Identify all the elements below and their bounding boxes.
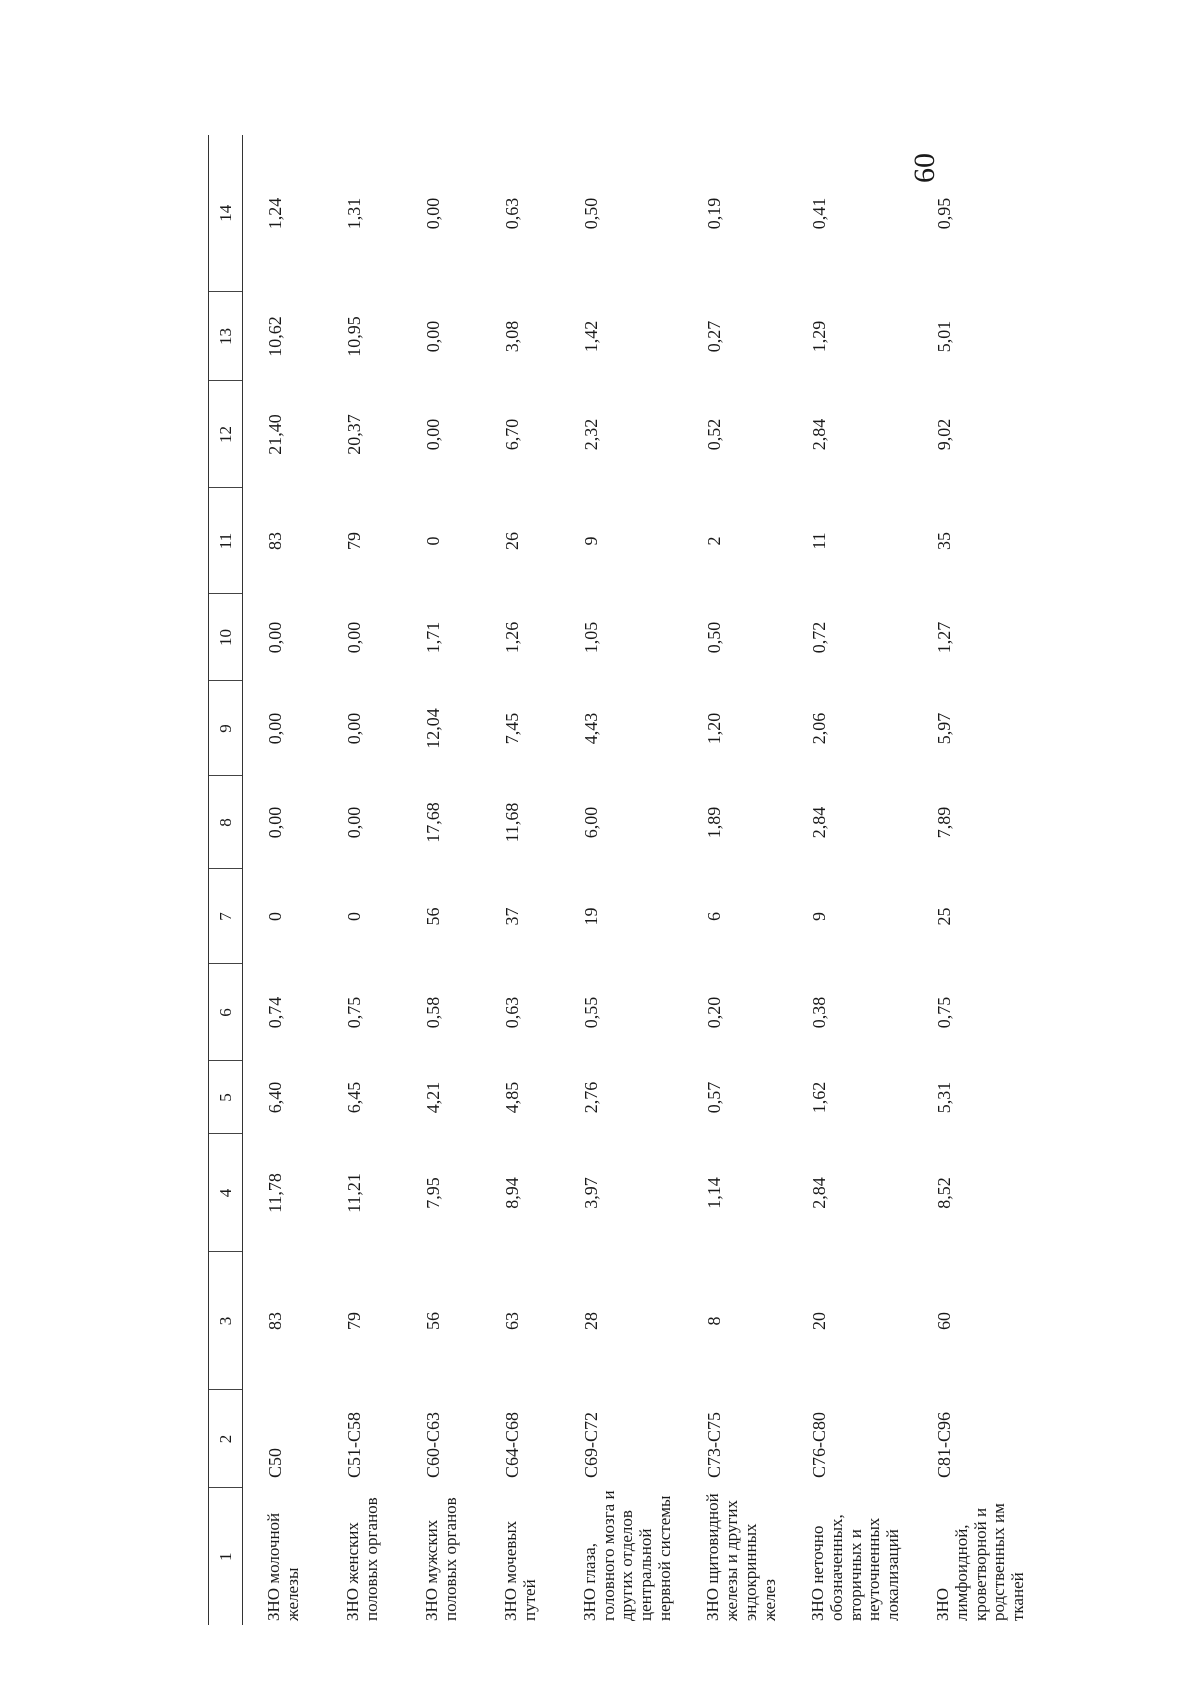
table-cell: 60 xyxy=(934,1312,955,1330)
table-cell: 56 xyxy=(423,1312,443,1330)
column-header-8: 8 xyxy=(209,776,243,869)
icd-code: C81-C96 xyxy=(934,1411,955,1478)
table-cell: 28 xyxy=(581,1312,601,1330)
table-cell: 2 xyxy=(704,536,725,546)
row-label: ЗНО мужских половых органов xyxy=(422,1497,460,1621)
table-header-row xyxy=(209,135,243,1625)
column-header-3: 3 xyxy=(209,1252,243,1390)
table-cell: 12,04 xyxy=(423,708,443,749)
table-cell: 0,63 xyxy=(502,996,522,1029)
table-cell: 0,00 xyxy=(265,806,285,839)
table-row xyxy=(787,135,912,1625)
table-cell: 10,62 xyxy=(265,316,285,357)
table-cell: 0,57 xyxy=(704,1081,725,1114)
row-label: ЗНО мочевых путей xyxy=(501,1520,539,1621)
column-header-2: 2 xyxy=(209,1390,243,1488)
table-cell: 1,14 xyxy=(704,1177,725,1209)
table-cell: 2,32 xyxy=(581,418,601,451)
table-cell: 56 xyxy=(423,907,443,926)
column-header-10: 10 xyxy=(209,594,243,681)
page-number: 60 xyxy=(908,153,941,183)
table-cell: 0,74 xyxy=(265,996,285,1029)
table-cell: 4,85 xyxy=(502,1081,522,1114)
table-cell: 0,00 xyxy=(344,806,364,839)
column-header-13: 13 xyxy=(209,292,243,381)
table-cell: 17,68 xyxy=(423,802,443,843)
table-cell: 5,31 xyxy=(934,1081,955,1114)
table-cell: 0,75 xyxy=(344,996,364,1029)
icd-code: C60-C63 xyxy=(423,1411,443,1478)
table-cell: 5,01 xyxy=(934,320,955,353)
table-cell: 0,50 xyxy=(581,197,601,230)
icd-code: C76-C80 xyxy=(809,1411,830,1478)
table-cell: 0,52 xyxy=(704,418,725,451)
column-header-12: 12 xyxy=(209,381,243,488)
table-cell: 1,31 xyxy=(344,197,364,230)
row-label: ЗНО щитовидной железы и других эндокринных желез xyxy=(703,1493,779,1621)
table-cell: 35 xyxy=(934,532,955,550)
row-label: ЗНО женских половых органов xyxy=(343,1497,381,1621)
column-header-5: 5 xyxy=(209,1061,243,1134)
table-cell: 0,58 xyxy=(423,996,443,1029)
table-cell: 6,70 xyxy=(502,418,522,451)
table-cell: 1,62 xyxy=(809,1081,830,1114)
table-cell: 0,63 xyxy=(502,197,522,230)
table-cell: 0,00 xyxy=(423,320,443,353)
table-cell: 7,45 xyxy=(502,712,522,745)
table-cell: 9 xyxy=(581,536,601,546)
data-table-container xyxy=(208,135,1036,1625)
table-cell: 1,29 xyxy=(809,320,830,353)
table-cell: 1,26 xyxy=(502,621,522,654)
icd-code: C64-C68 xyxy=(502,1411,522,1478)
table-cell: 83 xyxy=(265,1312,285,1330)
table-cell: 11,68 xyxy=(502,802,522,843)
icd-code: C69-C72 xyxy=(581,1411,601,1478)
table-cell: 1,20 xyxy=(704,712,725,745)
table-cell: 20,37 xyxy=(344,414,364,455)
table-row xyxy=(243,135,323,1625)
table-cell: 6,00 xyxy=(581,806,601,839)
table-cell: 1,27 xyxy=(934,621,955,654)
table-cell: 0,55 xyxy=(581,996,601,1029)
table-cell: 6 xyxy=(704,912,725,921)
table-cell: 6,45 xyxy=(344,1081,364,1114)
table-cell: 3,08 xyxy=(502,320,522,353)
row-label: ЗНО лимфоидной, кроветворной и родственных им тканей xyxy=(933,1503,1027,1621)
table-cell: 0,19 xyxy=(704,197,725,230)
table-cell: 2,84 xyxy=(809,806,830,839)
column-header-9: 9 xyxy=(209,681,243,776)
table-cell: 1,71 xyxy=(423,621,443,654)
table-cell: 0,95 xyxy=(934,197,955,230)
table-cell: 8,94 xyxy=(502,1177,522,1209)
table-cell: 2,84 xyxy=(809,1177,830,1209)
table-cell: 7,89 xyxy=(934,806,955,839)
table-cell: 25 xyxy=(934,907,955,926)
table-cell: 1,05 xyxy=(581,621,601,654)
icd-code: C50 xyxy=(265,1447,285,1478)
table-cell: 11,21 xyxy=(344,1173,364,1213)
table-cell: 79 xyxy=(344,532,364,550)
table-row xyxy=(559,135,682,1625)
table-cell: 0,41 xyxy=(809,197,830,230)
table-row xyxy=(912,135,1035,1625)
table-row xyxy=(401,135,480,1625)
table-cell: 6,40 xyxy=(265,1081,285,1114)
table-cell: 1,24 xyxy=(265,197,285,230)
column-header-14: 14 xyxy=(209,135,243,292)
table-cell: 0,38 xyxy=(809,996,830,1029)
table-cell: 0,00 xyxy=(423,418,443,451)
table-cell: 5,97 xyxy=(934,712,955,745)
table-cell: 1,42 xyxy=(581,320,601,353)
table-cell: 26 xyxy=(502,532,522,550)
table-row xyxy=(322,135,401,1625)
table-cell: 3,97 xyxy=(581,1177,601,1209)
table-cell: 20 xyxy=(809,1312,830,1330)
column-header-4: 4 xyxy=(209,1134,243,1252)
table-cell: 0,27 xyxy=(704,320,725,353)
table-cell: 4,43 xyxy=(581,712,601,745)
table-cell: 0,20 xyxy=(704,996,725,1029)
table-cell: 83 xyxy=(265,532,285,550)
table-cell: 0,75 xyxy=(934,996,955,1029)
table-cell: 10,95 xyxy=(344,316,364,357)
column-header-6: 6 xyxy=(209,964,243,1061)
row-label: ЗНО неточно обозначенных, вторичных и неуточненных локализаций xyxy=(808,1514,902,1621)
table-cell: 2,76 xyxy=(581,1081,601,1114)
table-row xyxy=(480,135,559,1625)
table-body xyxy=(243,135,1036,1625)
table-cell: 0,00 xyxy=(344,712,364,745)
row-label: ЗНО молочной железы xyxy=(264,1512,302,1621)
table-cell: 0,00 xyxy=(265,712,285,745)
table-cell: 7,95 xyxy=(423,1177,443,1209)
table-cell: 1,89 xyxy=(704,806,725,839)
table-cell: 0,00 xyxy=(265,621,285,654)
table-cell: 2,06 xyxy=(809,712,830,745)
icd-code: C51-C58 xyxy=(344,1411,364,1478)
table-cell: 4,21 xyxy=(423,1081,443,1114)
table-cell: 0,72 xyxy=(809,621,830,654)
column-header-1: 1 xyxy=(209,1488,243,1625)
table-cell: 0,50 xyxy=(704,621,725,654)
table-cell: 63 xyxy=(502,1312,522,1330)
table-cell: 79 xyxy=(344,1312,364,1330)
table-cell: 0 xyxy=(265,912,285,921)
table-cell: 2,84 xyxy=(809,418,830,451)
table-cell: 0,00 xyxy=(423,197,443,230)
table-row xyxy=(682,135,787,1625)
column-header-11: 11 xyxy=(209,488,243,594)
data-table xyxy=(208,135,1036,1625)
row-label: ЗНО глаза, головного мозга и других отделов центральной нервной системы xyxy=(580,1490,674,1621)
column-header-7: 7 xyxy=(209,869,243,964)
table-cell: 19 xyxy=(581,907,601,926)
table-cell: 8 xyxy=(704,1316,725,1326)
table-cell: 0,00 xyxy=(344,621,364,654)
table-cell: 0 xyxy=(344,912,364,921)
table-cell: 21,40 xyxy=(265,414,285,455)
table-cell: 11 xyxy=(809,532,830,550)
table-cell: 8,52 xyxy=(934,1177,955,1209)
table-cell: 9,02 xyxy=(934,418,955,451)
table-cell: 0 xyxy=(423,536,443,546)
table-cell: 37 xyxy=(502,907,522,926)
table-cell: 11,78 xyxy=(265,1173,285,1213)
table-cell: 9 xyxy=(809,912,830,921)
icd-code: C73-C75 xyxy=(704,1411,725,1478)
